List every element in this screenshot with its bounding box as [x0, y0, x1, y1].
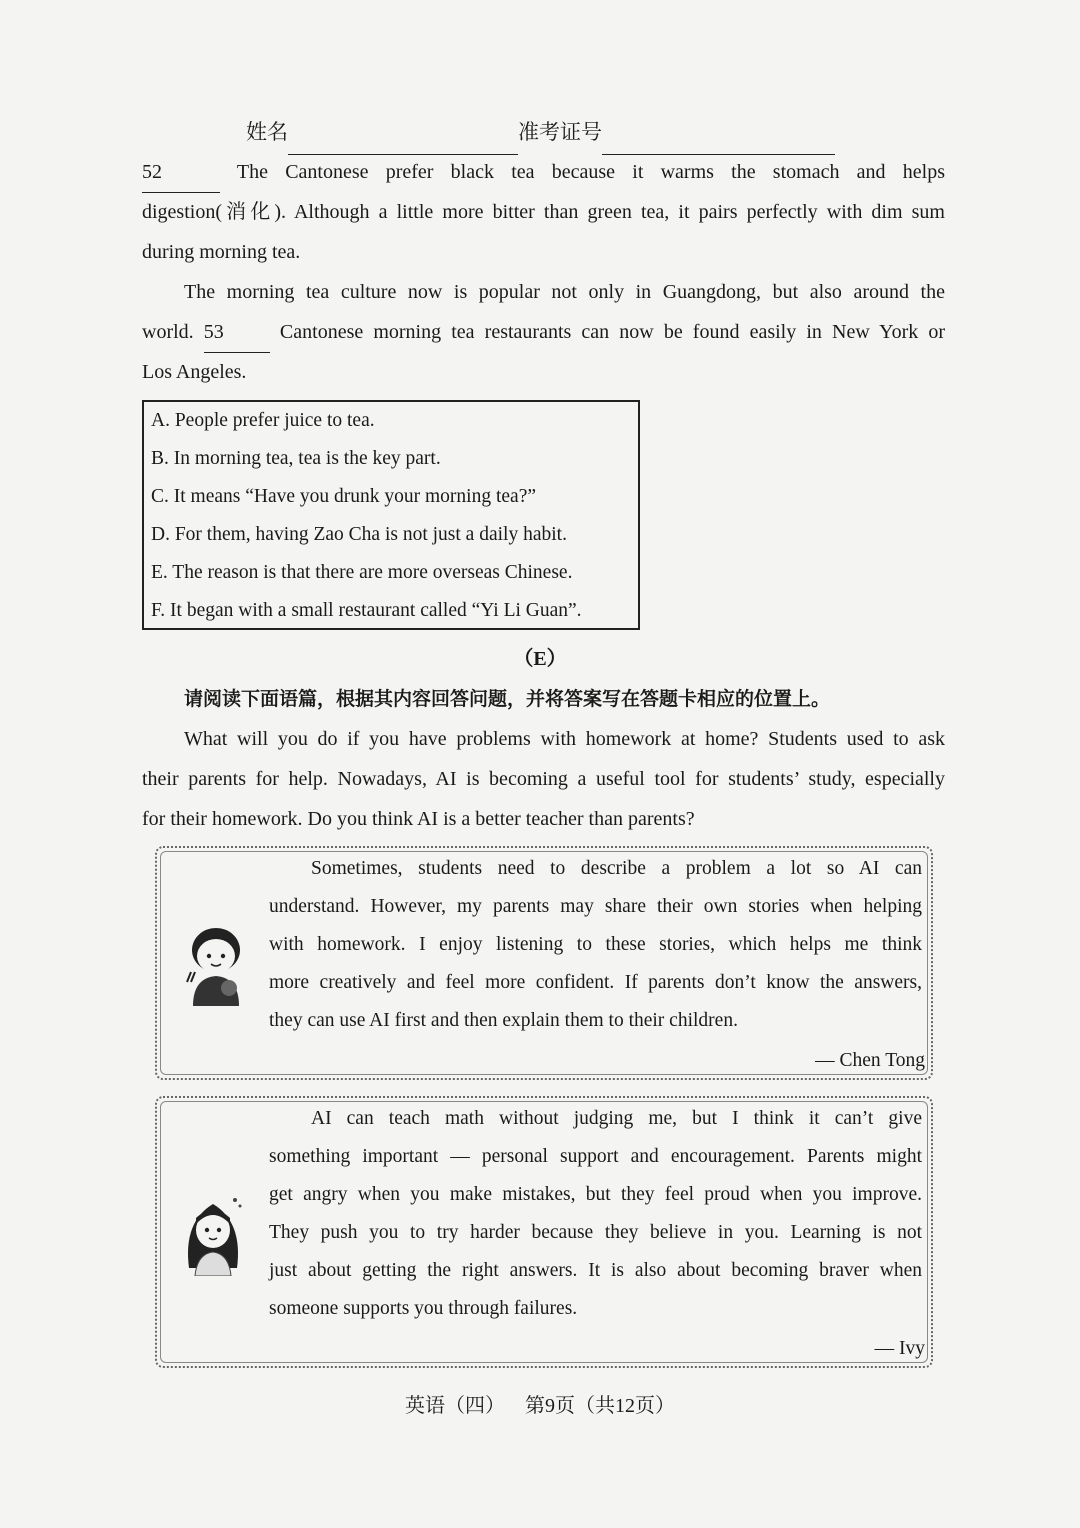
card-text-line: They push you to try harder because they believe in you. Learning is not: [269, 1222, 922, 1243]
blank-52[interactable]: 52: [142, 152, 220, 193]
section-heading: （E）: [513, 648, 567, 670]
passage-line: during morning tea.: [142, 241, 301, 263]
footer-subject: 英语（四）: [405, 1395, 505, 1417]
opinion-card-ivy: [155, 1096, 933, 1368]
card-text-line: more creatively and feel more confident. If parents don’t know the answers,: [269, 972, 922, 993]
card-text-line: something important — personal support and encouragement. Parents might: [269, 1146, 922, 1167]
card-text-line: understand. However, my parents may share their own stories when helping: [269, 896, 922, 917]
section-instruction: 请阅读下面语篇，根据其内容回答问题，并将答案写在答题卡相应的位置上。: [184, 688, 831, 710]
passage-line: 52 The Cantonese prefer black tea because it warms the stomach and helps: [142, 152, 945, 193]
card-text-line: get angry when you make mistakes, but they feel proud when you improve.: [269, 1184, 922, 1205]
card-text-line: just about getting the right answers. It is also about becoming braver when: [269, 1260, 922, 1281]
option-a: A. People prefer juice to tea.: [151, 410, 375, 431]
boy-avatar-icon: [181, 922, 251, 1006]
card-text-line: AI can teach math without judging me, but I think it can’t give: [311, 1108, 922, 1129]
page-footer: [0, 1386, 1080, 1426]
card-text-line: with homework. I enjoy listening to these stories, which helps me think: [269, 934, 922, 955]
option-d: D. For them, having Zao Cha is not just a daily habit.: [151, 524, 567, 545]
exam-header: [246, 112, 835, 155]
name-field[interactable]: [288, 114, 518, 155]
footer-page-number: 第9页（共12页）: [525, 1395, 675, 1417]
card-text-line: they can use AI first and then explain them to their children.: [269, 1010, 738, 1031]
girl-avatar-icon: [179, 1192, 247, 1276]
options-box: [142, 400, 640, 630]
name-label: 姓名: [246, 120, 288, 144]
option-b: B. In morning tea, tea is the key part.: [151, 448, 441, 469]
passage-line: Los Angeles.: [142, 361, 247, 383]
signature-chen-tong: — Chen Tong: [815, 1050, 925, 1071]
option-c: C. It means “Have you drunk your morning tea?”: [151, 486, 537, 507]
exam-id-field[interactable]: [602, 114, 835, 155]
intro-line: their parents for help. Nowadays, AI is becoming a useful tool for students’ study, especially: [142, 768, 945, 790]
option-f: F. It began with a small restaurant called “Yi Li Guan”.: [151, 600, 582, 621]
intro-line: for their homework. Do you think AI is a better teacher than parents?: [142, 808, 695, 830]
intro-line: What will you do if you have problems with homework at home? Students used to ask: [184, 728, 945, 750]
passage-line: world. 53 Cantonese morning tea restaurants can now be found easily in New York or: [142, 312, 945, 353]
opinion-card-chen-tong: [155, 846, 933, 1080]
signature-ivy: — Ivy: [874, 1338, 925, 1359]
card-text-line: someone supports you through failures.: [269, 1298, 578, 1319]
passage-line: The morning tea culture now is popular not only in Guangdong, but also around the: [184, 281, 945, 303]
option-e: E. The reason is that there are more overseas Chinese.: [151, 562, 573, 583]
exam-id-label: 准考证号: [518, 120, 602, 144]
passage-line: digestion(消化). Although a little more bitter than green tea, it pairs perfectly with dim sum: [142, 201, 945, 223]
blank-53[interactable]: 53: [204, 312, 270, 353]
card-text-line: Sometimes, students need to describe a problem a lot so AI can: [311, 858, 922, 879]
